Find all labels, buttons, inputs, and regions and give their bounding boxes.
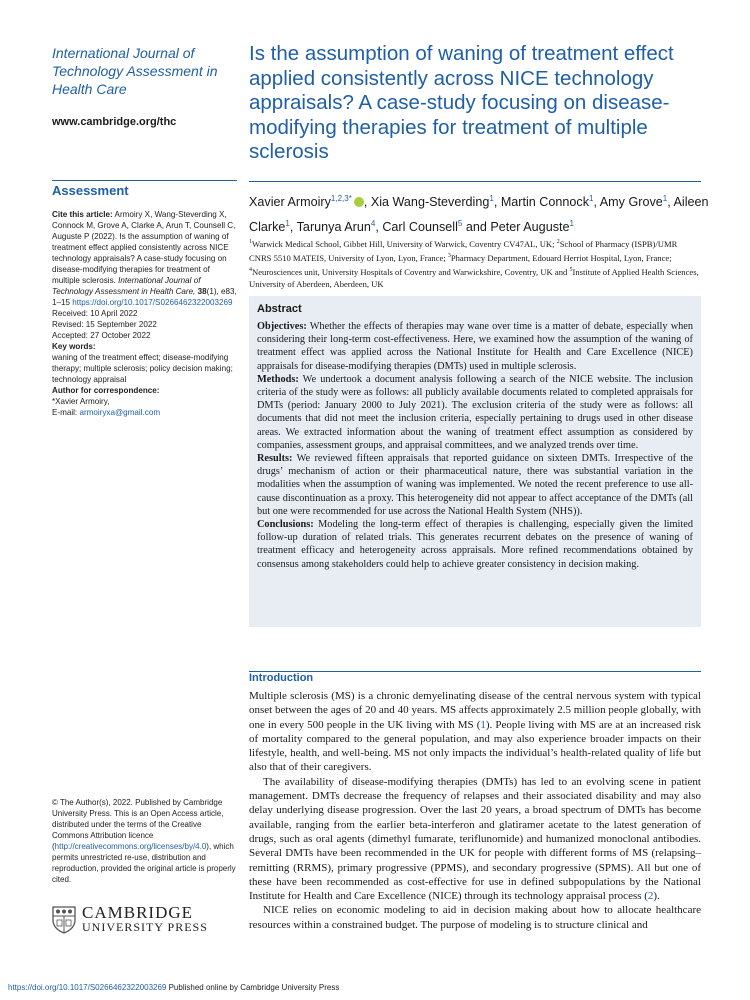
objectives-text: Whether the effects of therapies may wane over time is a matter of debate, especially when considering their long-term cost-effectiveness. Here, we examined how the assumption of the waning of treatment effect was applied across the National Institute for Health and Care Excellence (NICE) appraisals for disease-modifying therapies (DMTs) used in multiple sclerosis. xyxy=(257,321,693,372)
cambridge-logo xyxy=(52,903,208,934)
affiliation-number: 1 xyxy=(249,239,252,245)
orcid-icon[interactable] xyxy=(354,197,364,207)
reference-link-1[interactable]: 1 xyxy=(480,718,486,731)
publisher-name: CAMBRIDGE xyxy=(82,903,194,922)
intro-p2-b: ). xyxy=(653,890,660,903)
abstract-heading: Abstract xyxy=(257,303,302,315)
affiliation-number: 5 xyxy=(569,267,573,274)
introduction-body xyxy=(249,689,701,932)
author-2: Xia Wang-Steverding xyxy=(370,195,490,210)
page-footer xyxy=(8,983,339,992)
section-label: Assessment xyxy=(52,180,237,198)
intro-paragraph-3: NICE relies on economic modeling to aid in decision making about how to allocate healthcare resources within a constrained budget. The purpose of modeling is to structure clinical and xyxy=(249,904,701,931)
citation-text: Armoiry X, Wang-Steverding X, Connock M, Grove A, Clarke A, Arun T, Counsell C, Auguste P (2022). Is the assumption of waning of treatment effect applied consistently across NICE technology appraisals? A case-study focusing on disease-modifying therapies for treatment of multiple sclerosis. xyxy=(52,210,236,285)
abstract-conclusions xyxy=(257,518,693,571)
reference-link-2[interactable]: 2 xyxy=(647,890,654,903)
affiliation-text: Warwick Medical School, Gibbet Hill, University of Warwick, Coventry CV47AL, UK; xyxy=(252,238,555,249)
intro-paragraph-1 xyxy=(249,689,701,775)
date-received: Received: 10 April 2022 xyxy=(52,309,138,318)
email-label: E-mail: xyxy=(52,408,78,417)
author-affiliation-marker: 1 xyxy=(569,219,574,229)
author-3: Martin Connock xyxy=(500,195,590,210)
author-5: Aileen Clarke xyxy=(249,195,709,235)
affiliation-text: Institute of Applied Health Sciences, University of Aberdeen, Aberdeen, UK xyxy=(249,266,699,290)
methods-text: We undertook a document analysis following a search of the NICE website. The inclusion criteria of the study were as follows: all publicly available documents related to completed appraisals for DMTs (period: January 2000 to July 2021). The exclusion criteria of the study were as follows: all documents that did not meet the inclusion criteria, especially pertaining to drugs used in other disease areas. We extracted information about the waning of treatment effect assumption as considered by companies, assessment groups, and appraisal committees, and we analyzed trends over time. xyxy=(257,373,694,451)
author-1: Xavier Armoiry xyxy=(249,195,331,210)
article-info xyxy=(52,209,237,418)
abstract-box xyxy=(249,296,701,627)
author-7: Carl Counsell xyxy=(382,220,458,235)
author-affiliation-marker: 5 xyxy=(457,219,463,229)
citation-doi-link[interactable]: https://doi.org/10.1017/S0266462322003269 xyxy=(72,298,233,307)
affiliation-text: Neurosciences unit, University Hospitals of Coventry and Warwickshire, Coventry, UK and xyxy=(252,266,568,277)
affiliation-text: School of Pharmacy (ISPB)/UMR CNRS 5510 MATEIS, University of Lyon, Lyon, France; xyxy=(249,238,678,263)
conclusions-label: Conclusions: xyxy=(257,519,314,531)
license-text-after: ), which permits unrestricted re-use, distribution and reproduction, provided the original article is properly cited. xyxy=(52,842,236,884)
citation-label: Cite this article: xyxy=(52,210,113,219)
publisher-subname: UNIVERSITY PRESS xyxy=(82,920,208,934)
affiliation-number: 2 xyxy=(556,239,560,245)
correspondence-name: *Xavier Armoiry, xyxy=(52,397,110,406)
author-list: Xavier Armoiry$^{1,2,3*}$ , Xia Wang-Steverding$^1$, Martin Connock$^1$, Amy Grove$^1$, Aileen Clarke$^1$, Tarunya Arun$^4$, Carl Counsell$^5$ and Peter Auguste$^1$ xyxy=(249,194,709,235)
article-dates xyxy=(52,308,237,341)
affiliation-text: Pharmacy Department, Edouard Herriot Hospital, Lyon, France; xyxy=(450,252,672,263)
methods-label: Methods: xyxy=(257,373,299,385)
keywords-text: waning of the treatment effect; disease-modifying therapy; multiple sclerosis; policy decision making; technology appraisal xyxy=(52,353,233,384)
date-revised: Revised: 15 September 2022 xyxy=(52,320,157,329)
results-text: We reviewed fifteen appraisals that reported guidance on sixteen DMTs. Irrespective of the drugs’ mechanism of action or their pharmaceutical nature, there was substantial variation in the modalities when the assumption of waning was implemented. We noted the recent preference to use all-cause discontinuation as a proxy. This heterogeneity did not appear to affect acceptance of the DMTs (all but one were recommended for use across the National Health System (NHS)). xyxy=(257,453,693,517)
article-title: Is the assumption of waning of treatment effect applied consistently across NICE technology appraisals? A case-study focusing on disease-modifying therapies for treatment of multiple sclerosis xyxy=(249,42,674,163)
citation-journal: International Journal of Technology Assessment in Health Care, xyxy=(52,276,201,296)
title-divider xyxy=(249,181,701,182)
footer-doi-link[interactable]: https://doi.org/10.1017/S0266462322003269 xyxy=(8,983,167,992)
author-8: Peter Auguste xyxy=(490,220,570,235)
citation xyxy=(52,209,237,308)
intro-p1-a: Multiple sclerosis (MS) is a chronic demyelinating disease of the central nervous system with typical onset between the ages of 20 and 40 years. MS affects approximately 2.5 million people globally, with one in every 500 people in the UK living with MS ( xyxy=(249,690,701,731)
email-link[interactable]: armoiryxa@gmail.com xyxy=(79,408,161,417)
abstract-results xyxy=(257,452,693,518)
affiliation-number: 4 xyxy=(249,267,252,274)
correspondence-label: Author for correspondence: xyxy=(52,386,160,395)
author-affiliation-marker: 1 xyxy=(489,194,494,203)
author-affiliation-marker: 4 xyxy=(370,219,376,229)
authors-and: and xyxy=(465,220,487,235)
journal-name: International Journal of Technology Assessment in Health Care xyxy=(52,45,218,97)
intro-paragraph-2 xyxy=(249,775,701,904)
license-notice xyxy=(52,797,237,885)
left-column xyxy=(52,44,237,128)
license-link[interactable]: http://creativecommons.org/licenses/by/4.0 xyxy=(54,842,207,851)
citation-volume: 38 xyxy=(197,287,207,296)
introduction-heading: Introduction xyxy=(249,671,701,684)
abstract-methods xyxy=(257,373,693,452)
correspondence xyxy=(52,385,237,418)
affiliation-number: 3 xyxy=(447,253,451,260)
intro-p2-a: The availability of disease-modifying therapies (DMTs) has led to an evolving scene in patient management. DMTs decrease the frequency of relapses and their associated disability and may also delay underlying disease progression. Over the last 20 years, a broad spectrum of DMTs has become available, ranging from the earlier beta-interferon and glatiramer acetate to the latest generation of drugs, such as oral agents (dimethyl fumarate, teriflunomide) and humanized monoclonal antibodies. Several DMTs have been recommended in the UK for people with different forms of MS (relapsing–remitting (RRMS), primary progressive (PPMS), and secondary progressive (SPMS). All but one of these have been recommended as cost-effective for use in defined subpopulations by the National Institute for Health and Care Excellence (NICE) through its technology appraisal process ( xyxy=(249,775,701,903)
objectives-label: Objectives: xyxy=(257,321,307,332)
date-accepted: Accepted: 27 October 2022 xyxy=(52,331,151,340)
author-6: Tarunya Arun xyxy=(296,220,371,235)
footer-text: Published online by Cambridge University Press xyxy=(168,983,340,992)
license-text-before: © The Author(s), 2022. Published by Cambridge University Press. This is an Open Access article, distributed under the terms of the Creative Commons Attribution licence ( xyxy=(52,798,224,851)
author-4: Amy Grove xyxy=(599,195,663,210)
results-label: Results: xyxy=(257,453,293,465)
abstract-objectives xyxy=(257,320,693,373)
author-affiliation-marker: 1 xyxy=(285,219,290,229)
keywords xyxy=(52,341,237,385)
intro-p1-b: ). People living with MS are at an increased risk of mortality compared to the general population, and may also experience broader impacts on their lifestyle, health, and well-being. MS not only impacts the individual’s health-related quality of life but also that of their caregivers. xyxy=(249,718,701,774)
citation-issue-pages: (1), e83, 1–15 xyxy=(52,287,237,307)
affiliations xyxy=(249,236,701,290)
journal-website-link[interactable]: www.cambridge.org/thc xyxy=(52,116,177,128)
author-affiliation-marker: 1 xyxy=(589,194,594,203)
cambridge-crest-icon xyxy=(52,906,76,934)
author-affiliation-marker: 1,2,3 xyxy=(330,194,349,203)
conclusions-text: Modeling the long-term effect of therapies is challenging, especially given the limited follow-up duration of related trials. This generates recurrent debates on the presence of waning of treatment efficacy and heterogeneity across appraisals. More refined recommendations obtained by consensus among stakeholders could help to achieve greater consistency in decision making. xyxy=(257,519,693,570)
keywords-label: Key words: xyxy=(52,342,96,351)
corresponding-author-marker: * xyxy=(348,194,352,203)
author-affiliation-marker: 1 xyxy=(662,194,668,203)
